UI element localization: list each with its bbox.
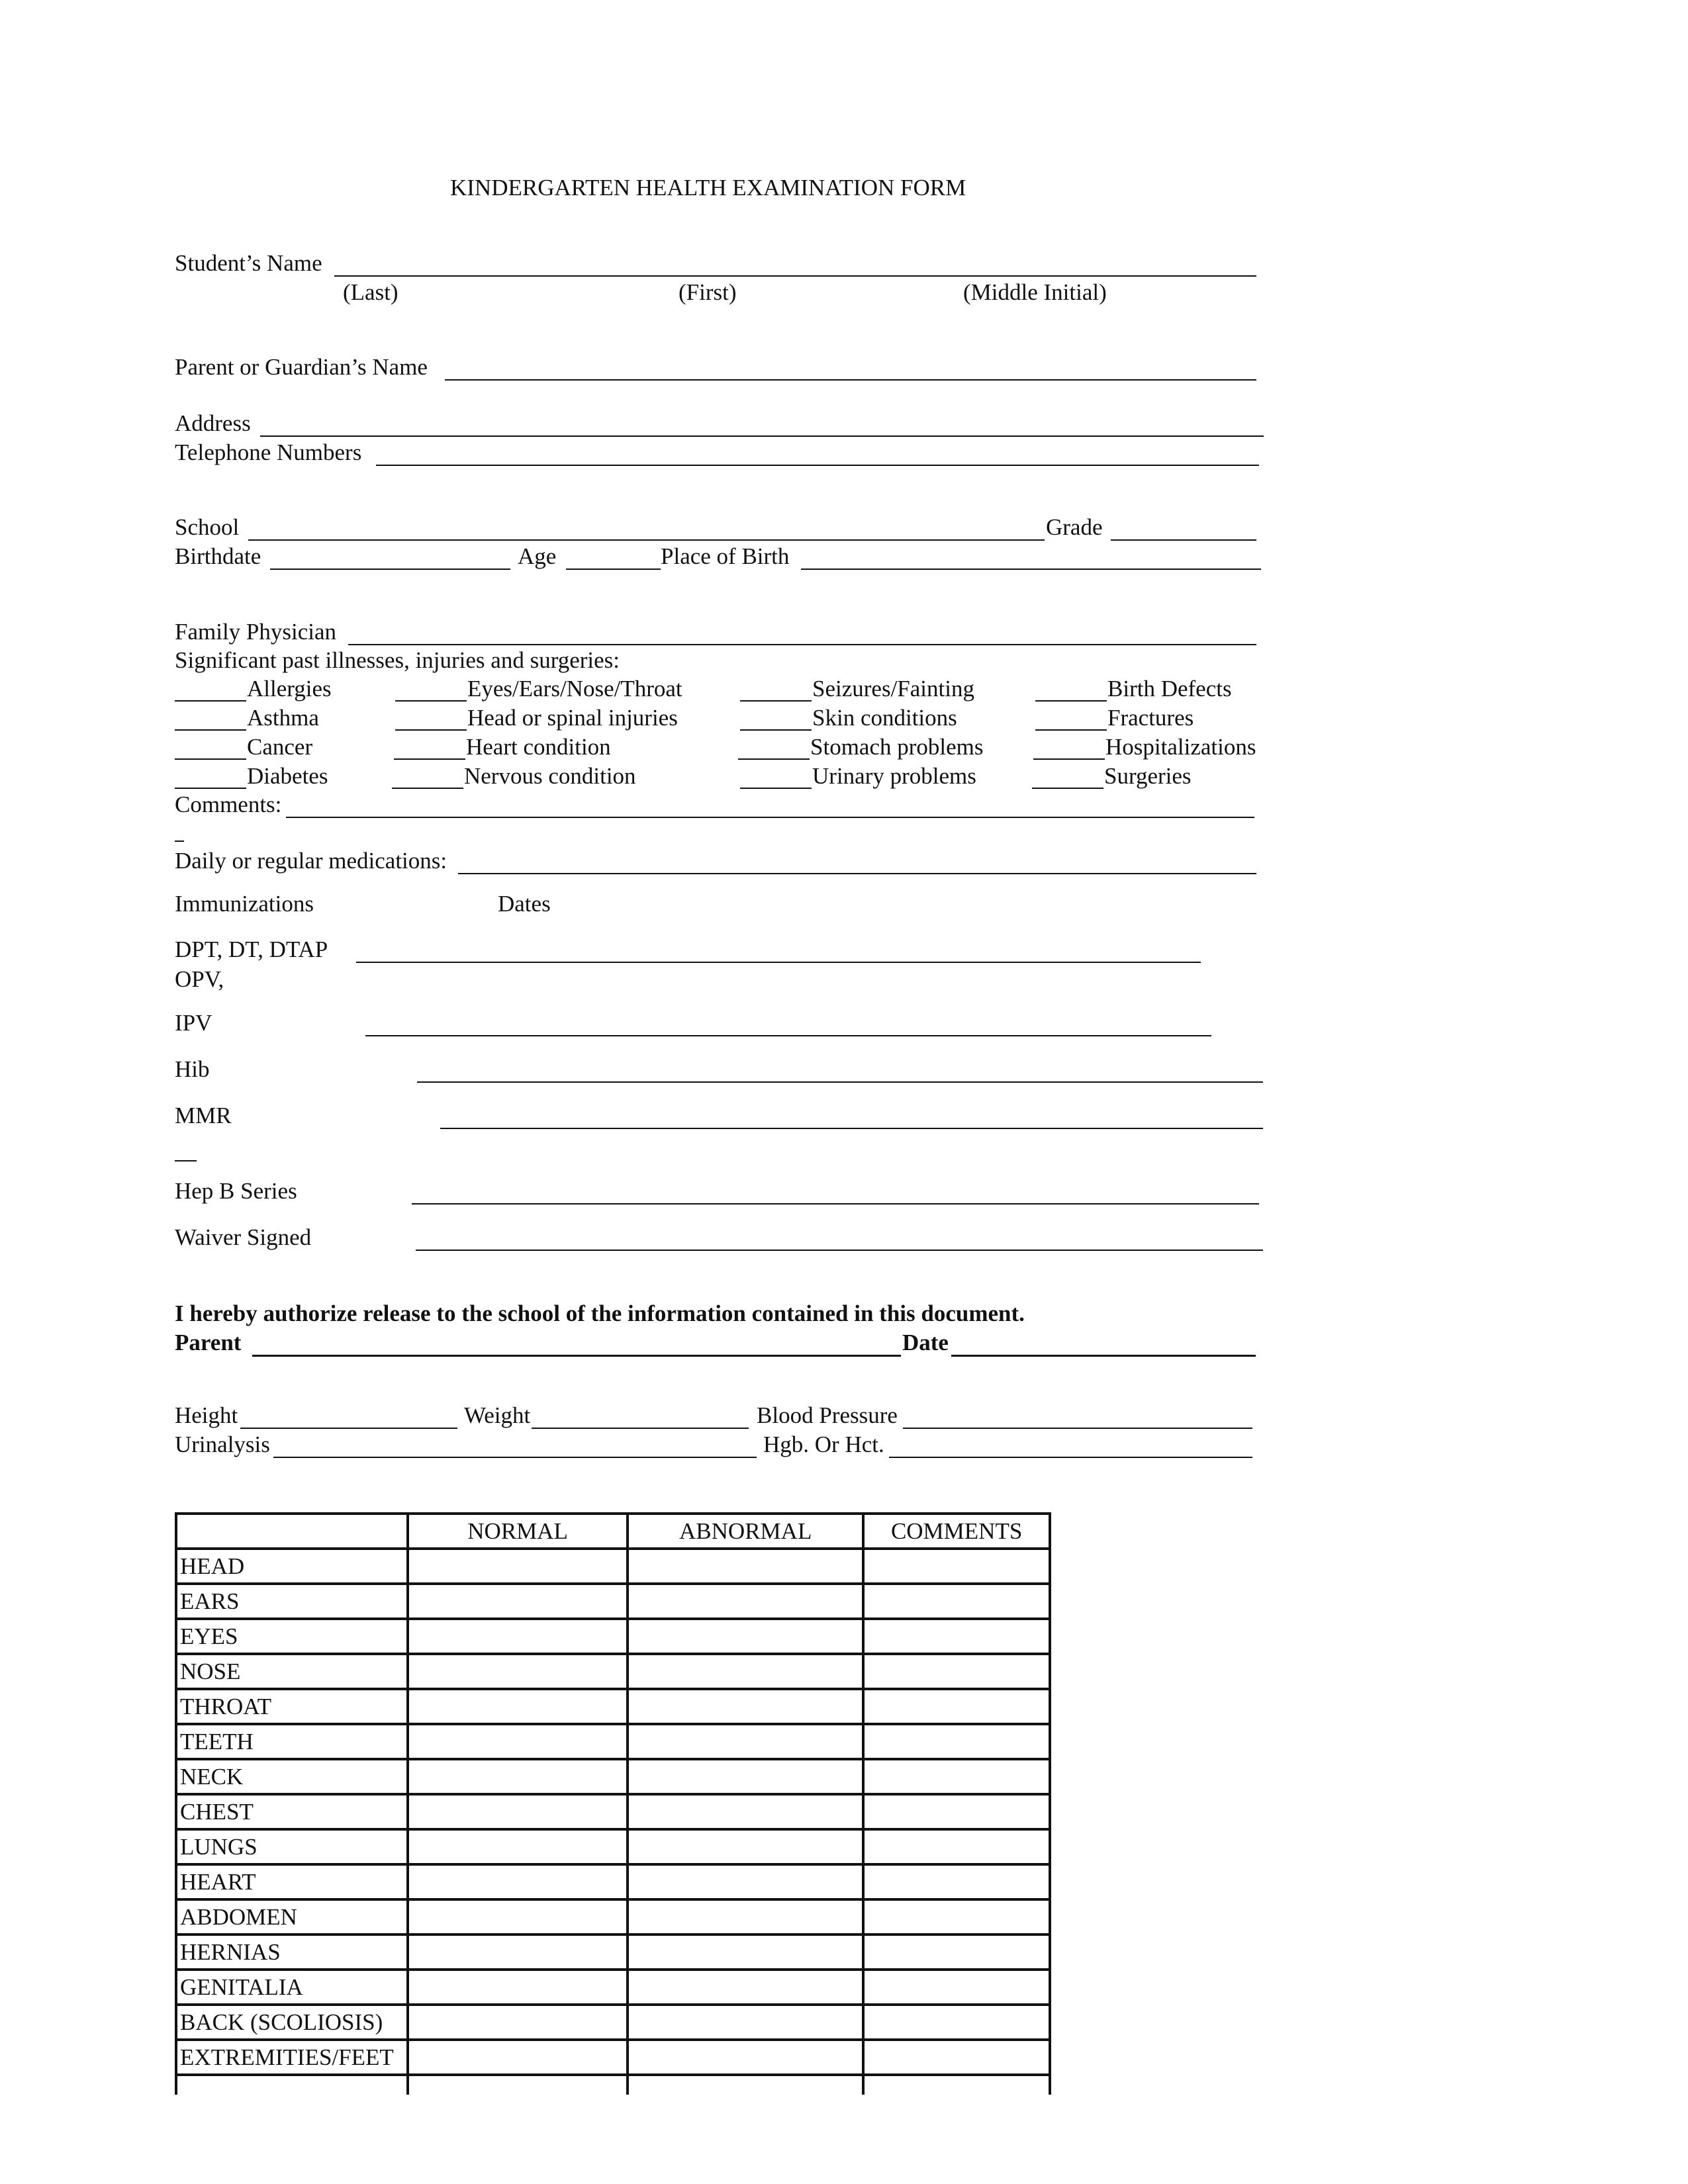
exam-row-label: CHEST [176,1794,408,1829]
table-row [176,2040,1050,2075]
blood-pressure-field[interactable] [903,1428,1252,1429]
school-label: School [175,514,240,540]
head-spinal-check[interactable] [395,729,467,731]
medications-field[interactable] [458,873,1256,874]
comments-cell[interactable] [863,1970,1050,2005]
exam-row-label: GENITALIA [176,1970,408,2005]
abnormal-cell[interactable] [628,1794,863,1829]
urinary-check[interactable] [740,788,812,789]
normal-cell[interactable] [408,2005,628,2040]
abnormal-cell[interactable] [628,1759,863,1794]
mmr-dates-overflow [175,1160,197,1161]
asthma-check[interactable] [175,729,246,731]
table-row [176,1934,1050,1970]
abnormal-cell[interactable] [628,1934,863,1970]
comments-field-overflow [175,841,184,842]
student-name-field[interactable] [334,275,1256,277]
continued-cell [628,2075,863,2095]
height-field[interactable] [240,1428,457,1429]
hepb-label: Hep B Series [175,1178,297,1204]
table-row [176,1654,1050,1689]
hgb-hct-label: Hgb. Or Hct. [763,1432,884,1457]
exam-row-label: EXTREMITIES/FEET [176,2040,408,2075]
birth-defects-label: Birth Defects [1107,676,1232,702]
table-row [176,1970,1050,2005]
waiver-label: Waiver Signed [175,1224,312,1250]
hgb-hct-field[interactable] [889,1457,1252,1458]
continued-cell [408,2075,628,2095]
allergies-check[interactable] [175,700,246,702]
urinalysis-field[interactable] [273,1457,757,1458]
table-row [176,1584,1050,1619]
place-of-birth-field[interactable] [801,569,1261,570]
abnormal-cell[interactable] [628,1970,863,2005]
comments-cell[interactable] [863,1584,1050,1619]
table-row [176,1689,1050,1724]
birthdate-label: Birthdate [175,543,261,569]
school-field[interactable] [248,539,1045,541]
guardian-name-label: Parent or Guardian’s Name [175,354,428,380]
normal-cell[interactable] [408,1794,628,1829]
exam-row-label: HEAD [176,1549,408,1584]
stomach-check[interactable] [738,758,810,760]
dpt-dates-field[interactable] [356,962,1201,963]
authorization-statement: I hereby authorize release to the school of the information contained in this document. [175,1300,1025,1326]
stomach-label: Stomach problems [810,734,984,760]
fractures-label: Fractures [1107,705,1194,731]
exam-row-label: HERNIAS [176,1934,408,1970]
head-spinal-label: Head or spinal injuries [467,705,678,731]
place-of-birth-label: Place of Birth [661,543,790,569]
exam-table [175,1512,1051,2095]
fractures-check[interactable] [1035,729,1107,731]
date-label: Date [902,1330,949,1355]
ipv-label: IPV [175,1010,212,1036]
table-row [176,1829,1050,1864]
normal-cell[interactable] [408,1654,628,1689]
hepb-dates-field[interactable] [412,1203,1259,1205]
physician-label: Family Physician [175,619,337,645]
seizures-check[interactable] [740,700,812,702]
asthma-label: Asthma [247,705,319,731]
form-title: KINDERGARTEN HEALTH EXAMINATION FORM [450,175,966,201]
comments-cell[interactable] [863,1899,1050,1934]
comments-cell[interactable] [863,1794,1050,1829]
abnormal-cell[interactable] [628,2040,863,2075]
normal-cell[interactable] [408,1759,628,1794]
skin-label: Skin conditions [812,705,957,731]
physician-field[interactable] [348,644,1256,645]
address-label: Address [175,410,251,436]
exam-row-label: NECK [176,1759,408,1794]
exam-row-label: HEART [176,1864,408,1899]
exam-row-label: TEETH [176,1724,408,1759]
table-row [176,1794,1050,1829]
eent-check[interactable] [395,700,467,702]
table-row [176,2005,1050,2040]
abnormal-cell[interactable] [628,1654,863,1689]
normal-cell[interactable] [408,1724,628,1759]
medications-label: Daily or regular medications: [175,848,447,874]
table-row [176,1864,1050,1899]
normal-cell[interactable] [408,1619,628,1654]
comments-cell[interactable] [863,2040,1050,2075]
nervous-label: Nervous condition [464,763,636,789]
diabetes-label: Diabetes [247,763,328,789]
mmr-label: MMR [175,1103,232,1128]
table-row [176,1619,1050,1654]
abnormal-cell[interactable] [628,1864,863,1899]
date-field[interactable] [951,1355,1256,1357]
surgeries-check[interactable] [1032,788,1103,789]
seizures-label: Seizures/Fainting [812,676,974,702]
eent-label: Eyes/Ears/Nose/Throat [467,676,682,702]
exam-row-label: THROAT [176,1689,408,1724]
cancer-label: Cancer [247,734,313,760]
hib-label: Hib [175,1056,210,1082]
exam-row-label: EYES [176,1619,408,1654]
guardian-name-field[interactable] [445,379,1256,381]
blood-pressure-label: Blood Pressure [757,1402,898,1428]
abnormal-cell[interactable] [628,1899,863,1934]
exam-header-comments: COMMENTS [863,1514,1050,1549]
abnormal-cell[interactable] [628,1724,863,1759]
comments-cell[interactable] [863,2005,1050,2040]
table-row [176,1759,1050,1794]
comments-cell[interactable] [863,1759,1050,1794]
table-row [176,1549,1050,1584]
address-field[interactable] [260,435,1264,437]
abnormal-cell[interactable] [628,1549,863,1584]
comments-cell[interactable] [863,1934,1050,1970]
normal-cell[interactable] [408,1829,628,1864]
telephone-field[interactable] [376,465,1259,466]
comments-cell[interactable] [863,1654,1050,1689]
grade-label: Grade [1046,514,1103,540]
heart-condition-label: Heart condition [466,734,611,760]
birth-defects-check[interactable] [1035,700,1107,702]
exam-header-body-area [176,1514,408,1549]
opv-label: OPV, [175,966,224,992]
hib-dates-field[interactable] [417,1081,1263,1083]
exam-row-label: EARS [176,1584,408,1619]
age-label: Age [518,543,557,569]
skin-check[interactable] [740,729,812,731]
height-label: Height [175,1402,238,1428]
student-last-caption: (Last) [343,279,399,305]
age-field[interactable] [566,569,661,570]
normal-cell[interactable] [408,1864,628,1899]
comments-field[interactable] [286,817,1254,818]
comments-cell[interactable] [863,1619,1050,1654]
abnormal-cell[interactable] [628,1619,863,1654]
table-row-continued [176,2075,1050,2095]
heart-condition-check[interactable] [394,758,465,760]
hospitalizations-label: Hospitalizations [1105,734,1256,760]
allergies-label: Allergies [247,676,332,702]
immunizations-heading: Immunizations [175,891,314,917]
cancer-check[interactable] [175,758,246,760]
urinalysis-label: Urinalysis [175,1432,270,1457]
abnormal-cell[interactable] [628,1584,863,1619]
parent-signature-label: Parent [175,1330,242,1355]
urinary-label: Urinary problems [812,763,976,789]
normal-cell[interactable] [408,1549,628,1584]
student-first-caption: (First) [679,279,737,305]
exam-row-label: ABDOMEN [176,1899,408,1934]
weight-field[interactable] [532,1428,749,1429]
diabetes-check[interactable] [175,788,246,789]
normal-cell[interactable] [408,1584,628,1619]
birthdate-field[interactable] [270,569,510,570]
telephone-label: Telephone Numbers [175,439,362,465]
normal-cell[interactable] [408,2040,628,2075]
surgeries-label: Surgeries [1104,763,1192,789]
exam-header-abnormal: ABNORMAL [628,1514,863,1549]
continued-cell [863,2075,1050,2095]
continued-cell [176,2075,408,2095]
history-label: Significant past illnesses, injuries and surgeries: [175,647,620,673]
hospitalizations-check[interactable] [1033,758,1105,760]
parent-signature-field[interactable] [252,1355,901,1357]
normal-cell[interactable] [408,1934,628,1970]
nervous-check[interactable] [392,788,463,789]
table-row [176,1724,1050,1759]
abnormal-cell[interactable] [628,2005,863,2040]
abnormal-cell[interactable] [628,1689,863,1724]
exam-row-label: BACK (SCOLIOSIS) [176,2005,408,2040]
exam-row-label: NOSE [176,1654,408,1689]
student-name-label: Student’s Name [175,250,322,276]
table-row [176,1899,1050,1934]
ipv-dates-field[interactable] [365,1035,1211,1036]
mmr-dates-field[interactable] [440,1128,1263,1129]
dates-heading: Dates [498,891,551,917]
comments-cell[interactable] [863,1724,1050,1759]
grade-field[interactable] [1111,539,1256,541]
exam-table-header-row [176,1514,1050,1549]
weight-label: Weight [464,1402,531,1428]
comments-cell[interactable] [863,1689,1050,1724]
waiver-field[interactable] [416,1250,1263,1251]
normal-cell[interactable] [408,1689,628,1724]
normal-cell[interactable] [408,1899,628,1934]
comments-cell[interactable] [863,1829,1050,1864]
normal-cell[interactable] [408,1970,628,2005]
comments-cell[interactable] [863,1549,1050,1584]
comments-label: Comments: [175,792,282,817]
student-middle-caption: (Middle Initial) [963,279,1107,305]
dpt-label: DPT, DT, DTAP [175,936,328,962]
comments-cell[interactable] [863,1864,1050,1899]
exam-row-label: LUNGS [176,1829,408,1864]
abnormal-cell[interactable] [628,1829,863,1864]
exam-header-normal: NORMAL [408,1514,628,1549]
